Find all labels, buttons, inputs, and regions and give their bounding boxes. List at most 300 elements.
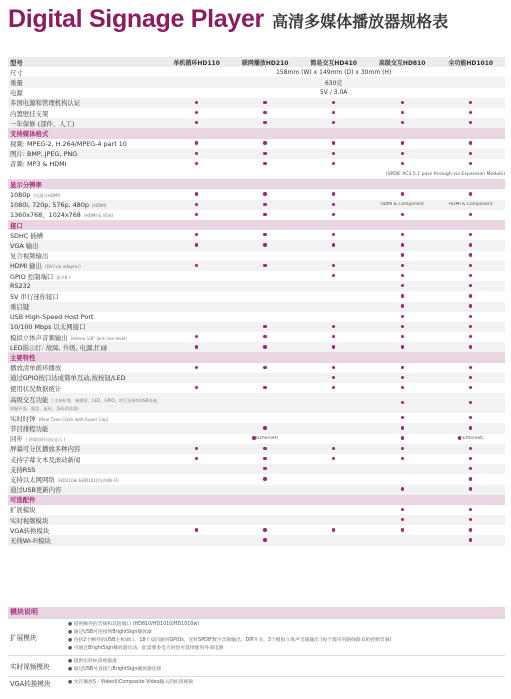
row-span-value: 158mm (W) x 149mm (D) x 30mm (H) — [276, 68, 392, 76]
support-dot-icon — [332, 376, 335, 379]
spec-rows — [8, 67, 505, 545]
row-label-text: SDHC 插槽 — [10, 231, 44, 240]
row-label — [8, 210, 162, 219]
support-dot-icon — [469, 152, 472, 155]
table-row — [8, 434, 505, 444]
support-dot-icon — [332, 264, 335, 267]
module-description-line: ● 提供额外的音频和其他端口 (HD810/HD1010/HD1010w) — [68, 622, 200, 627]
support-dot-icon — [332, 457, 335, 460]
support-dot-icon — [263, 366, 266, 369]
support-dot-icon — [195, 366, 198, 369]
support-dot-icon — [469, 192, 472, 195]
table-row — [8, 189, 505, 199]
table-row — [8, 393, 505, 413]
module-row — [8, 655, 505, 676]
row-label-text: 复合视频输出 — [10, 252, 49, 261]
spec-cell — [162, 161, 231, 167]
module-description-line: ● 可通过BrightSign播放器启动，此需要多电力时也可选择使用外部电源 — [68, 646, 224, 651]
support-dot-icon — [401, 284, 404, 287]
support-dot-icon — [469, 416, 472, 419]
spec-cell — [231, 385, 300, 391]
spec-cell — [162, 202, 231, 208]
support-dot-icon — [469, 538, 472, 541]
spec-cell — [299, 324, 368, 330]
module-row — [8, 676, 505, 689]
row-label-note: (Real Time Clock with Super Cap) — [38, 416, 109, 422]
support-dot-icon — [195, 345, 198, 348]
support-dot-icon — [469, 457, 472, 460]
spec-cell — [368, 415, 437, 421]
spec-cell — [299, 141, 368, 147]
spec-cell — [436, 334, 505, 340]
row-label-text: 重启键 — [10, 303, 30, 312]
support-dot-icon — [469, 477, 472, 480]
row-label-note: ( 支持标签、触摸屏、LED、GPIO、串行设备和USB设备，如触声器、键盘、鼠标、条码阅读器) — [10, 397, 161, 411]
spec-cell — [436, 120, 505, 126]
table-row — [8, 67, 505, 77]
spec-cell — [231, 161, 300, 167]
spec-cell — [436, 436, 505, 442]
spec-cell — [368, 385, 437, 391]
spec-cell — [231, 212, 300, 218]
row-label — [8, 465, 162, 474]
support-dot-icon — [401, 457, 404, 460]
spec-cell — [162, 192, 231, 198]
row-label-text: 通过GPIO按口达成简单互动,按按钮/LED — [10, 374, 126, 383]
support-dot-icon — [263, 203, 266, 206]
support-dot-icon — [263, 386, 266, 389]
spec-cell — [436, 385, 505, 391]
support-dot-icon — [195, 213, 198, 216]
support-dot-icon — [401, 416, 404, 419]
row-label-text: 屏幕可分区播放多种内容 — [10, 445, 81, 454]
table-header-row — [8, 57, 505, 67]
support-dot-icon — [195, 111, 198, 114]
row-label — [8, 363, 162, 372]
support-dot-icon — [469, 386, 472, 389]
support-dot-icon — [263, 467, 266, 470]
spec-cell — [436, 100, 505, 106]
table-row — [8, 423, 505, 433]
support-dot-icon — [332, 274, 335, 277]
row-label — [8, 78, 162, 87]
row-label-text: 实时视频模块 — [10, 516, 49, 525]
table-row — [8, 230, 505, 240]
row-label — [8, 536, 162, 545]
spec-cell — [299, 192, 368, 198]
spec-cell — [436, 161, 505, 167]
support-dot-icon — [263, 447, 266, 450]
support-dot-icon — [401, 264, 404, 267]
spec-cell — [231, 324, 300, 330]
support-dot-icon — [332, 386, 335, 389]
row-label-note: (HDMI) — [92, 202, 107, 208]
support-dot-icon — [469, 233, 472, 236]
row-label — [8, 272, 162, 281]
row-label-text: 通过USB更新内容 — [10, 486, 62, 495]
spec-cell — [368, 192, 437, 198]
support-dot-icon — [195, 243, 198, 246]
support-dot-icon — [401, 487, 404, 490]
support-dot-icon — [469, 426, 472, 429]
support-dot-icon — [401, 345, 404, 348]
support-dot-icon — [332, 325, 335, 328]
support-dot-icon — [401, 315, 404, 318]
support-dot-icon — [195, 101, 198, 104]
spec-cell — [231, 436, 300, 442]
spec-cell — [162, 456, 231, 462]
support-dot-icon — [469, 243, 472, 246]
spec-cell — [368, 273, 437, 279]
support-dot-icon — [401, 243, 404, 246]
support-dot-icon — [401, 233, 404, 236]
row-label — [8, 526, 162, 535]
table-note-text: (SPDIF AC3 5.1 pass through via Expansion Module) — [385, 171, 505, 177]
support-dot-icon — [469, 376, 472, 379]
row-label-note: (HDMI & VGA) — [83, 213, 114, 219]
spec-cell — [231, 151, 300, 157]
spec-cell — [231, 446, 300, 452]
support-dot-icon — [401, 192, 404, 195]
row-label-text: 同步 — [10, 435, 23, 444]
row-span-value: 630克 — [324, 79, 343, 87]
spec-cell — [231, 141, 300, 147]
support-dot-icon — [263, 264, 266, 267]
row-label — [8, 343, 162, 352]
row-label-text: 重量 — [10, 78, 23, 87]
row-label — [8, 98, 162, 107]
spec-cell — [368, 151, 437, 157]
support-dot-icon — [263, 152, 266, 155]
spec-cell — [368, 141, 437, 147]
support-dot-icon — [469, 315, 472, 318]
table-row — [8, 322, 505, 332]
spec-cell — [436, 263, 505, 269]
spec-cell — [368, 263, 437, 269]
support-dot-icon — [469, 518, 472, 521]
spec-cell — [436, 192, 505, 198]
spec-cell — [368, 456, 437, 462]
section-header-label: 显示分辨率 — [10, 180, 42, 189]
support-dot-icon — [195, 141, 198, 144]
row-label-text: 支持RSS — [10, 465, 36, 474]
row-label-text: 视频: MPEG-2, H.264/MPEG-4 part 10 — [10, 140, 127, 149]
module-section-title: 模块说明 — [8, 607, 505, 618]
spec-cell — [299, 385, 368, 391]
spec-cell — [436, 400, 505, 406]
section-header-row — [8, 352, 505, 362]
spec-cell — [368, 365, 437, 371]
row-label-note: 最多8个 — [56, 274, 72, 280]
spec-cell — [299, 375, 368, 381]
row-label — [8, 395, 162, 412]
support-dot-icon — [332, 192, 335, 195]
row-label — [8, 119, 162, 128]
support-dot-icon — [401, 274, 404, 277]
spec-cell — [368, 253, 437, 259]
support-dot-icon — [469, 401, 472, 404]
module-description-section — [8, 607, 505, 689]
table-row — [8, 373, 505, 383]
row-label — [8, 149, 162, 158]
support-dot-icon — [195, 203, 198, 206]
spec-cell — [162, 110, 231, 116]
row-label — [8, 424, 162, 433]
support-dot-icon — [469, 447, 472, 450]
row-label — [8, 139, 162, 148]
spec-cell — [368, 161, 437, 167]
module-description — [68, 656, 505, 676]
support-dot-icon — [263, 162, 266, 165]
section-header-label: 主要特性 — [10, 354, 36, 363]
spec-cell — [436, 446, 505, 452]
row-label — [8, 333, 162, 342]
spec-cell — [436, 487, 505, 493]
table-row — [8, 261, 505, 271]
spec-cell — [368, 446, 437, 452]
spec-cell — [299, 334, 368, 340]
spec-cell — [368, 202, 437, 208]
spec-cell — [436, 273, 505, 279]
support-dot-icon — [332, 121, 335, 124]
row-label-text: 无线Wi-Fi模块 — [10, 537, 51, 546]
support-dot-icon — [401, 376, 404, 379]
row-label — [8, 475, 162, 484]
table-row — [8, 342, 505, 352]
table-row — [8, 444, 505, 454]
support-dot-icon — [401, 101, 404, 104]
header-model-hd210: 联网播放HD210 — [241, 59, 289, 67]
support-dot-icon — [469, 508, 472, 511]
table-row — [8, 77, 505, 87]
support-dot-icon — [263, 101, 266, 104]
support-dot-icon — [469, 335, 472, 338]
spec-cell — [231, 466, 300, 472]
table-row — [8, 200, 505, 210]
cell-text: HDMI & Component — [448, 201, 493, 207]
section-header-label: 支持媒体格式 — [10, 129, 49, 138]
cell-text: HDMI & Component — [380, 201, 424, 207]
spec-cell — [162, 100, 231, 106]
support-dot-icon — [332, 233, 335, 236]
spec-cell — [368, 324, 437, 330]
module-description-line: ● 允许播放S - Video和Composite Video输入的标清视频 — [68, 680, 194, 685]
support-dot-icon — [401, 253, 404, 256]
table-row — [8, 413, 505, 423]
support-dot-icon — [263, 426, 266, 429]
support-dot-icon — [469, 294, 472, 297]
spec-cell — [162, 344, 231, 350]
support-dot-icon — [263, 477, 266, 480]
spec-cell — [436, 538, 505, 544]
support-dot-icon — [332, 101, 335, 104]
table-row — [8, 474, 505, 484]
support-dot-icon — [195, 335, 198, 338]
section-header-row — [8, 128, 505, 138]
spec-cell — [162, 141, 231, 147]
table-row — [8, 240, 505, 250]
support-dot-icon — [332, 528, 335, 531]
spec-cell — [231, 192, 300, 198]
spec-cell — [368, 283, 437, 289]
spec-cell — [299, 151, 368, 157]
row-label — [8, 109, 162, 118]
spec-cell — [436, 476, 505, 482]
spec-cell — [368, 120, 437, 126]
row-label-text: LED指示灯: 故障, 升级, 电源,忙碌 — [10, 343, 108, 352]
row-label — [8, 313, 162, 321]
support-dot-icon — [263, 233, 266, 236]
support-dot-icon — [401, 447, 404, 450]
spec-cell — [231, 538, 300, 544]
spec-cell — [299, 120, 368, 126]
row-label — [8, 282, 162, 290]
support-dot-icon — [401, 426, 404, 429]
support-dot-icon — [401, 386, 404, 389]
table-row — [8, 535, 505, 545]
spec-cell — [299, 527, 368, 533]
row-label — [8, 434, 162, 443]
support-dot-icon — [469, 162, 472, 165]
table-row — [8, 302, 505, 312]
row-label-text: GPIO 控制端口 — [10, 272, 54, 281]
module-description — [68, 619, 505, 655]
module-name: 扩展模块 — [10, 634, 37, 642]
section-header-label: 接口 — [10, 221, 23, 230]
spec-cell — [436, 425, 505, 431]
row-label-text: VGA 输出 — [10, 241, 39, 250]
spec-cell — [162, 151, 231, 157]
support-dot-icon — [401, 335, 404, 338]
row-label-text: HDMI 输出 — [10, 262, 42, 271]
table-row — [8, 332, 505, 342]
row-label — [8, 68, 162, 77]
section-header-label: 可选配件 — [10, 496, 36, 505]
table-row — [8, 118, 505, 128]
spec-cell — [436, 283, 505, 289]
spec-cell — [231, 334, 300, 340]
row-span-value: 5V / 3.0A — [319, 89, 348, 97]
row-label-note: (stereo 1/8" jack line level) — [70, 335, 127, 341]
support-dot-icon — [263, 111, 266, 114]
spec-cell — [231, 232, 300, 238]
spec-cell — [368, 436, 437, 442]
support-dot-icon — [401, 401, 404, 404]
support-dot-icon — [401, 121, 404, 124]
support-dot-icon — [195, 192, 198, 195]
spec-cell — [368, 212, 437, 218]
support-dot-icon — [195, 121, 198, 124]
support-dot-icon — [469, 345, 472, 348]
table-row — [8, 485, 505, 495]
spec-cell — [299, 110, 368, 116]
row-label-text: 多国电源和管理机构认证 — [10, 99, 81, 108]
spec-cell — [368, 334, 437, 340]
support-dot-icon — [332, 152, 335, 155]
support-dot-icon — [401, 213, 404, 216]
header-model-hd810: 高级交互HD810 — [378, 59, 426, 67]
row-label — [8, 505, 162, 514]
spec-cell — [162, 242, 231, 248]
spec-cell — [231, 263, 300, 269]
support-dot-icon — [469, 141, 472, 144]
spec-cell — [299, 161, 368, 167]
spec-cell — [436, 202, 505, 208]
row-label-text: 电源 — [10, 89, 23, 98]
spec-cell — [368, 110, 437, 116]
spec-cell — [368, 314, 437, 320]
table-row — [8, 515, 505, 525]
table-row — [8, 88, 505, 98]
spec-cell — [436, 110, 505, 116]
spec-cell — [162, 446, 231, 452]
row-label-text: 支持以太网网络 — [10, 475, 55, 484]
support-dot-icon — [401, 141, 404, 144]
row-label — [8, 241, 162, 250]
support-dot-icon — [469, 304, 472, 307]
title-english: Digital Signage Player — [8, 5, 264, 33]
spec-cell — [231, 344, 300, 350]
row-label — [8, 444, 162, 453]
spec-cell — [299, 212, 368, 218]
table-row — [8, 149, 505, 159]
row-label-note: (HD210w &HD1010支持Wi-Fi) — [57, 477, 119, 483]
spec-cell — [368, 507, 437, 513]
spec-cell — [436, 344, 505, 350]
support-dot-icon — [195, 264, 198, 267]
row-label — [8, 191, 162, 199]
spec-cell — [162, 263, 231, 269]
support-dot-icon — [469, 284, 472, 287]
table-row — [8, 108, 505, 118]
module-row — [8, 618, 505, 655]
module-name: 实时视频模块 — [10, 663, 50, 671]
spec-table — [8, 57, 505, 546]
spec-cell — [436, 314, 505, 320]
support-dot-icon — [469, 366, 472, 369]
row-label-text: 实时时钟 — [10, 414, 36, 423]
cell-text: (Ethernet) — [461, 435, 484, 441]
spec-cell — [299, 242, 368, 248]
spec-cell — [436, 375, 505, 381]
spec-cell — [162, 120, 231, 126]
spec-cell — [436, 293, 505, 299]
table-row — [8, 383, 505, 393]
spec-cell — [368, 375, 437, 381]
spec-cell — [299, 446, 368, 452]
row-label — [8, 485, 162, 494]
spec-cell — [368, 304, 437, 310]
spec-cell — [231, 365, 300, 371]
spec-cell — [436, 141, 505, 147]
spec-cell — [436, 456, 505, 462]
row-label-note: (仅通过HDMI) — [33, 192, 61, 198]
support-dot-icon — [195, 162, 198, 165]
support-dot-icon — [332, 366, 335, 369]
row-label — [8, 373, 162, 382]
table-row — [8, 505, 505, 515]
header-model-hd410: 简易交互HD410 — [310, 59, 357, 67]
row-label-text: 内置壁挂支架 — [10, 109, 49, 118]
support-dot-icon — [401, 518, 404, 521]
support-dot-icon — [195, 233, 198, 236]
table-row — [8, 251, 505, 261]
support-dot-icon — [332, 213, 335, 216]
support-dot-icon — [332, 447, 335, 450]
row-label-text: 图片: BMP, JPEG, PNG — [10, 150, 78, 159]
spec-cell — [162, 212, 231, 218]
table-note-row — [8, 169, 505, 179]
